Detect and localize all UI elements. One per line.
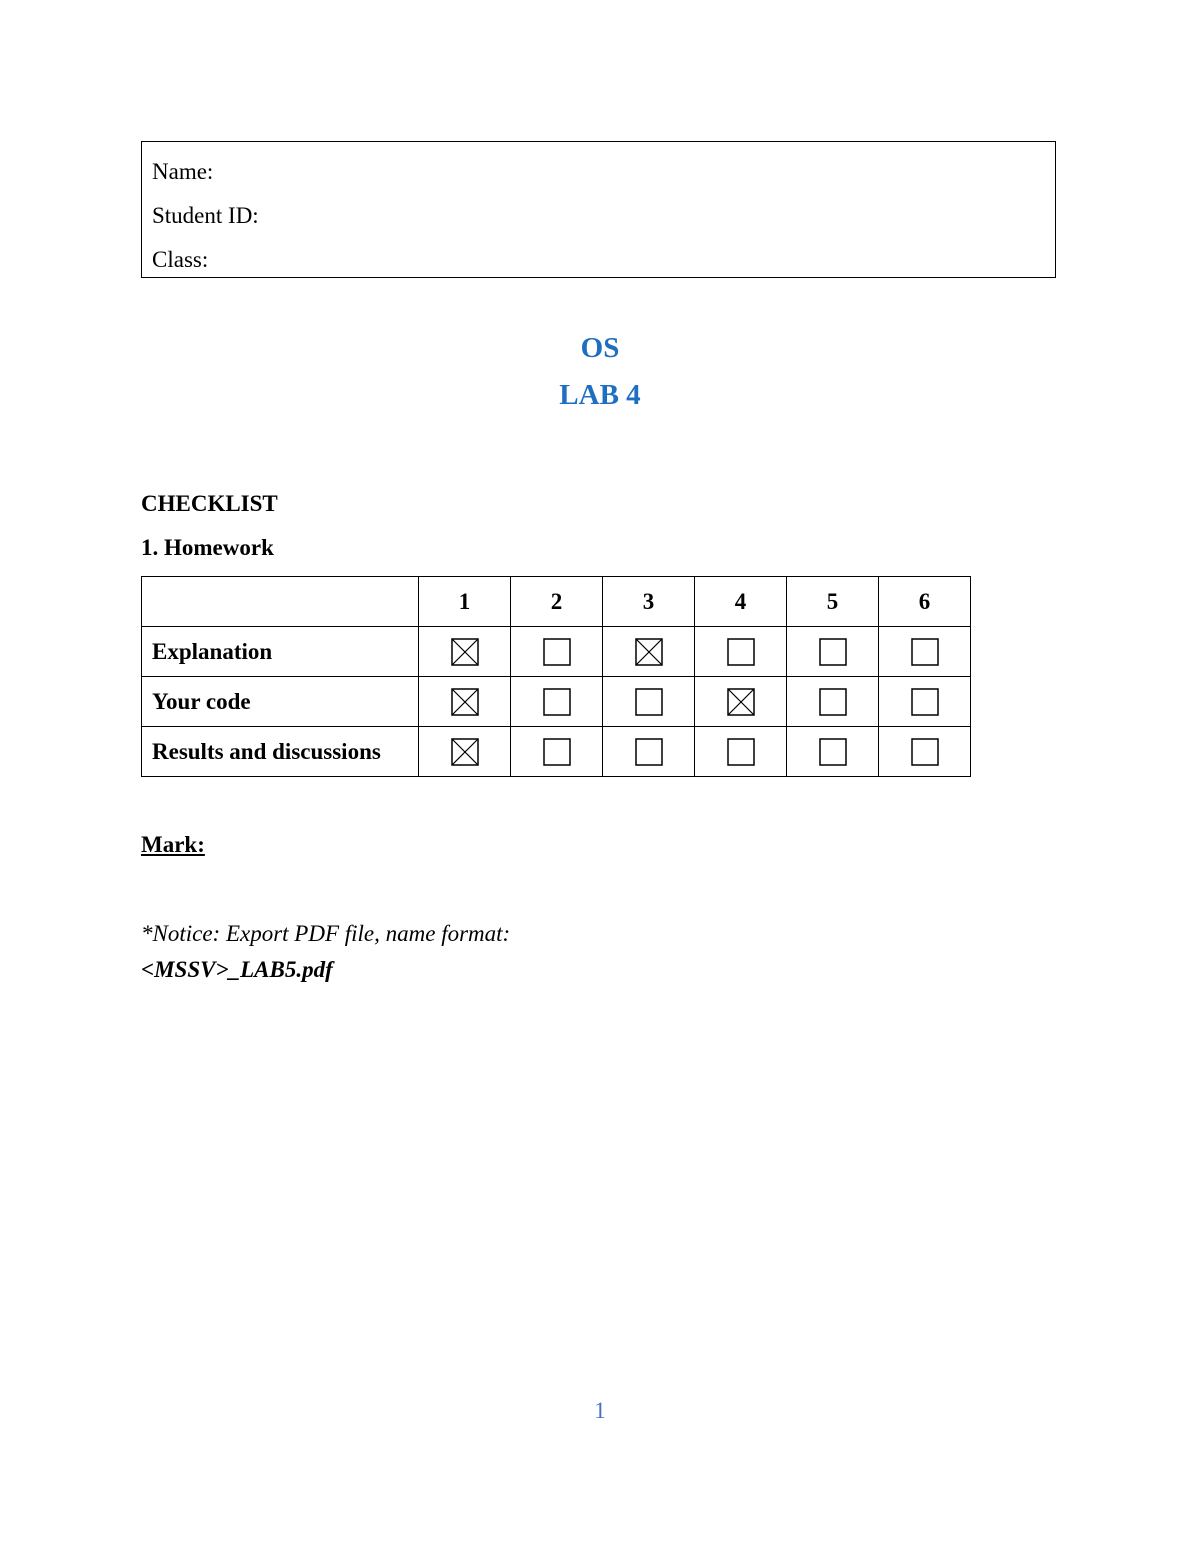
column-header-1: 1 <box>419 577 511 627</box>
column-header-5: 5 <box>787 577 879 627</box>
empty-box-icon[interactable] <box>543 738 571 766</box>
student-info-box <box>141 141 1056 278</box>
header-empty-cell <box>142 577 419 627</box>
checklist-header-row <box>142 577 971 627</box>
empty-box-icon[interactable] <box>819 688 847 716</box>
empty-box-icon[interactable] <box>543 688 571 716</box>
empty-box-icon[interactable] <box>911 638 939 666</box>
checklist-table <box>141 576 971 777</box>
checklist-row-explanation <box>142 627 971 677</box>
student-id-label: Student ID: <box>152 203 259 228</box>
row-label-explanation: Explanation <box>142 627 419 677</box>
empty-box-icon[interactable] <box>635 738 663 766</box>
empty-box-icon[interactable] <box>911 738 939 766</box>
empty-box-icon[interactable] <box>819 638 847 666</box>
checklist-row-your-code <box>142 677 971 727</box>
checked-box-icon[interactable] <box>635 638 663 666</box>
column-header-6: 6 <box>879 577 971 627</box>
checked-box-icon[interactable] <box>451 638 479 666</box>
homework-heading: 1. Homework <box>141 535 274 560</box>
checklist-row-results <box>142 727 971 777</box>
notice-filename: <MSSV>_LAB5.pdf <box>141 957 333 982</box>
empty-box-icon[interactable] <box>911 688 939 716</box>
class-label: Class: <box>152 247 209 272</box>
lab-title: LAB 4 <box>559 379 641 411</box>
checklist-heading: CHECKLIST <box>141 491 278 516</box>
row-label-results: Results and discussions <box>142 727 419 777</box>
mark-label: Mark: <box>141 832 205 857</box>
empty-box-icon[interactable] <box>819 738 847 766</box>
empty-box-icon[interactable] <box>543 638 571 666</box>
page-number: 1 <box>594 1398 606 1423</box>
column-header-2: 2 <box>511 577 603 627</box>
empty-box-icon[interactable] <box>727 638 755 666</box>
column-header-3: 3 <box>603 577 695 627</box>
course-title: OS <box>580 332 620 364</box>
empty-box-icon[interactable] <box>635 688 663 716</box>
checked-box-icon[interactable] <box>451 738 479 766</box>
name-label: Name: <box>152 159 214 184</box>
notice-text: *Notice: Export PDF file, name format: <box>141 921 511 946</box>
checked-box-icon[interactable] <box>451 688 479 716</box>
checked-box-icon[interactable] <box>727 688 755 716</box>
column-header-4: 4 <box>695 577 787 627</box>
row-label-your-code: Your code <box>142 677 419 727</box>
empty-box-icon[interactable] <box>727 738 755 766</box>
